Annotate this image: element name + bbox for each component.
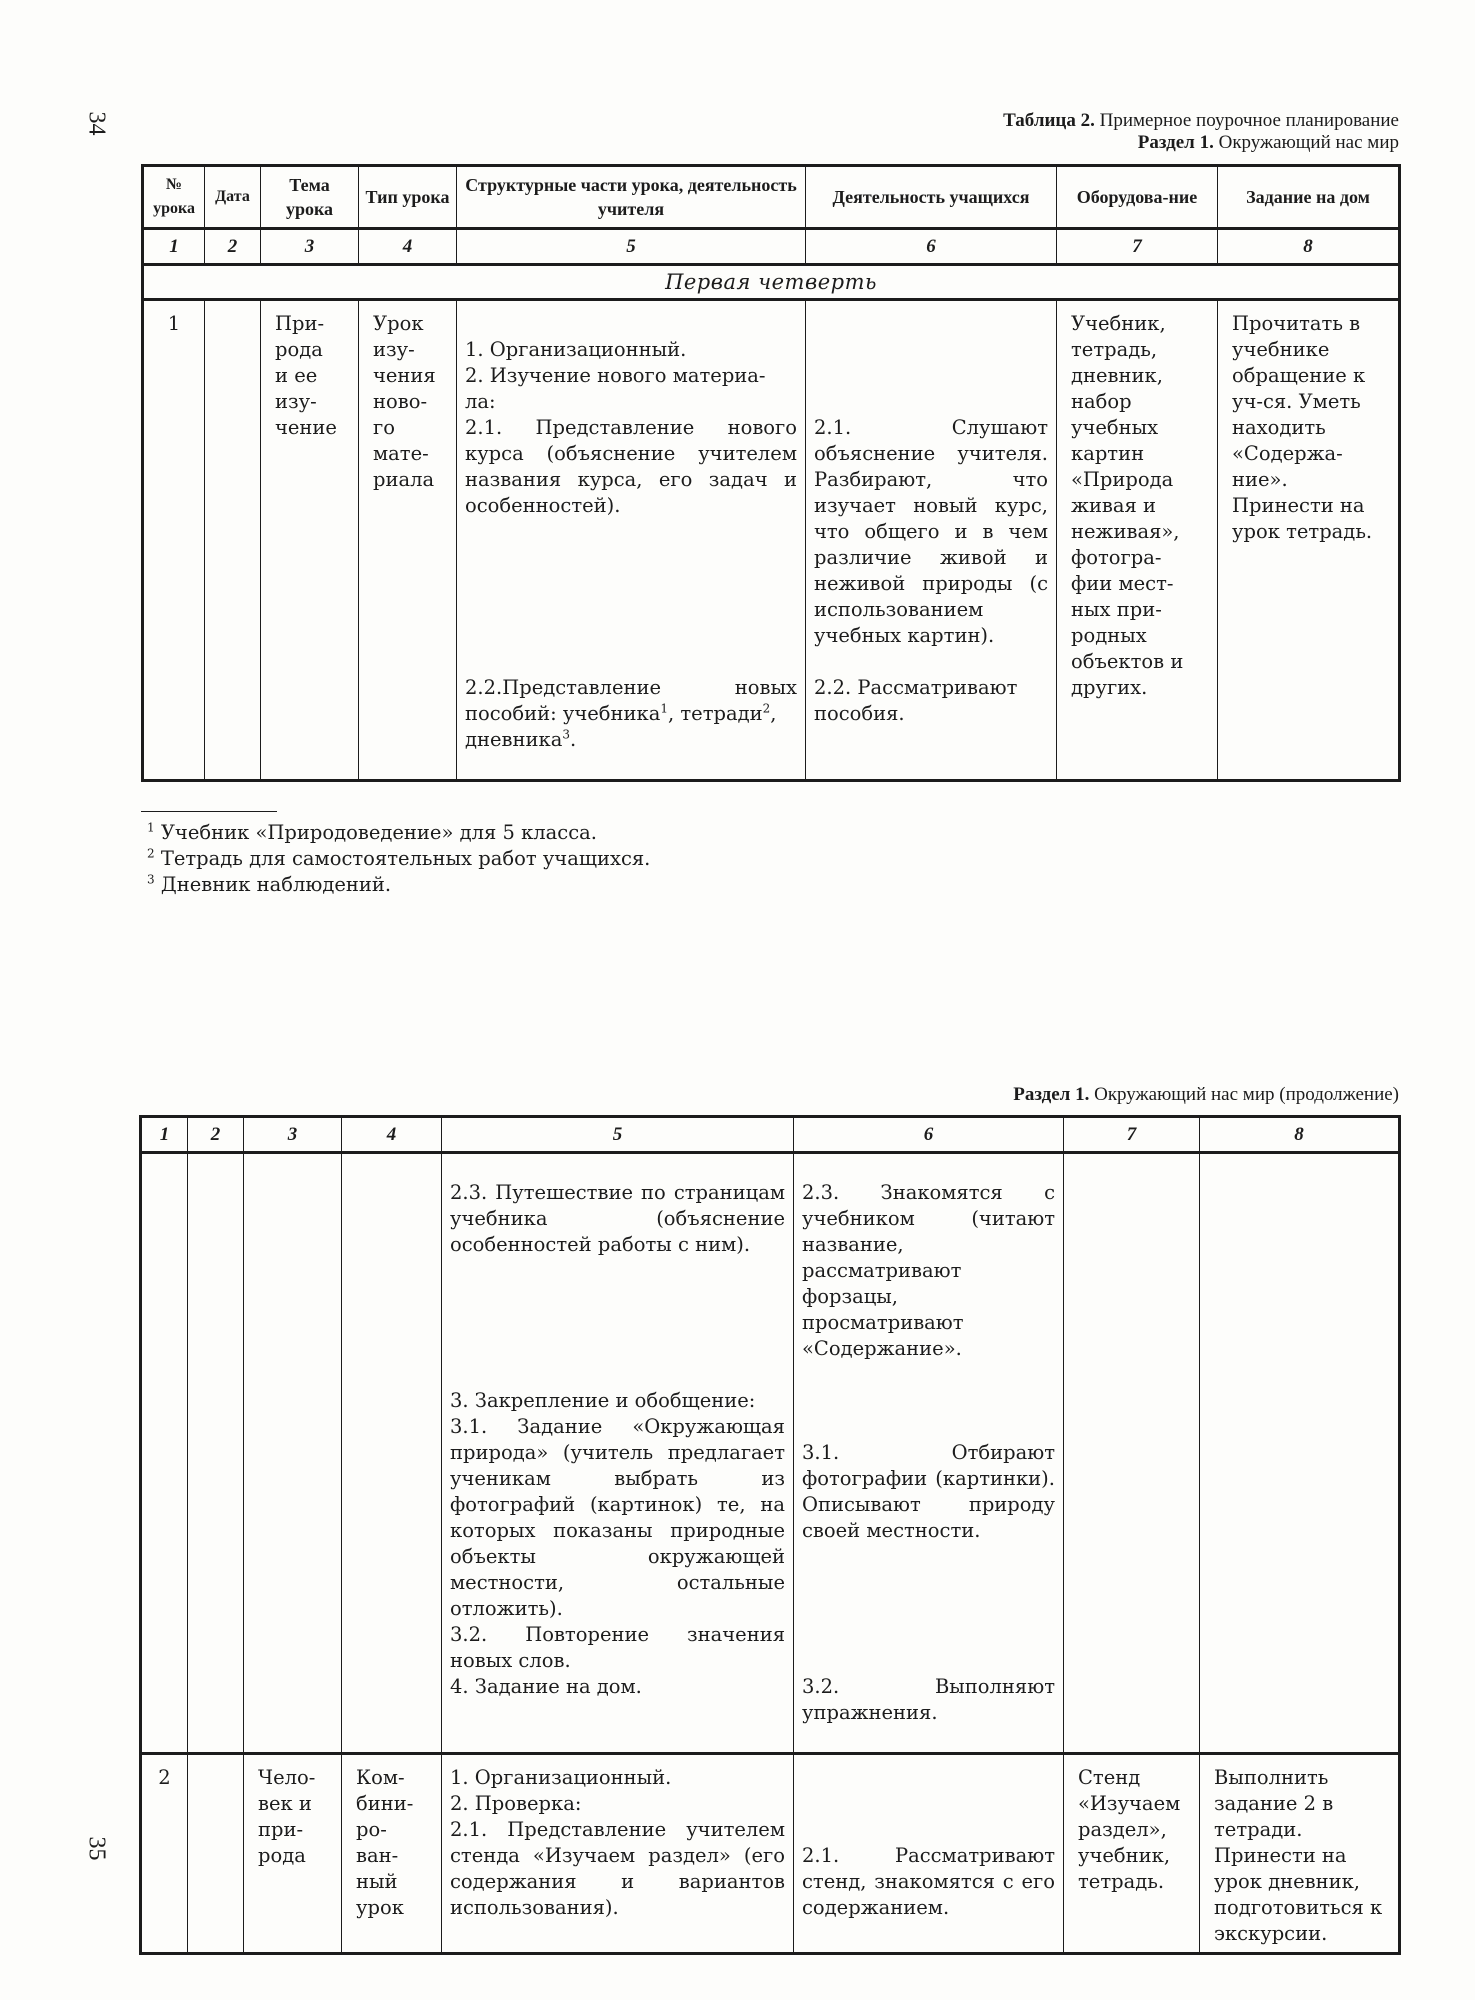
header-students: Деятельность учащихся [806, 166, 1057, 229]
header-date: Дата [205, 166, 261, 229]
student-activity-part2: 3.1. Отбирают фотографии (картинки). Описывают природу своей местности. [802, 1441, 1055, 1542]
column-number: 8 [1218, 229, 1400, 265]
student-activity [806, 300, 1057, 781]
column-number-row [143, 229, 1400, 265]
column-number: 5 [442, 1117, 794, 1153]
section-title: Окружающий нас мир [1218, 132, 1399, 153]
footnote-mark: 2 [147, 846, 155, 861]
section-label: Раздел 1. [1013, 1084, 1090, 1105]
column-number: 2 [188, 1117, 244, 1153]
column-number-row [141, 1117, 1400, 1153]
column-number: 3 [244, 1117, 342, 1153]
lesson-topic: При- рода и ее изу- чение [261, 300, 359, 781]
header-row [143, 166, 1400, 229]
header-lesson-number: № урока [143, 166, 205, 229]
page-number-right: 35 [83, 1836, 110, 1861]
quarter-label: Первая четверть [143, 265, 1400, 300]
lesson-date [188, 1754, 244, 1954]
header-type: Тип урока [359, 166, 457, 229]
footnote [147, 846, 650, 872]
column-number: 8 [1200, 1117, 1400, 1153]
teacher-activity-part1: 2.3. Путешествие по страницам учебника (объяснение особенностей работы с ним). [450, 1181, 785, 1256]
lesson-number: 2 [141, 1754, 188, 1954]
lesson-number: 1 [143, 300, 205, 781]
empty-cell [141, 1153, 188, 1754]
column-number: 2 [205, 229, 261, 265]
empty-cell [244, 1153, 342, 1754]
text-fragment: 2.2.Представление новых пособий: учебника [465, 676, 797, 725]
section-label: Раздел 1. [1137, 132, 1214, 153]
footnote-ref: 3 [562, 727, 570, 742]
empty-cell [1064, 1153, 1200, 1754]
footnote-text: Учебник «Природоведение» для 5 класса. [160, 821, 597, 844]
teacher-activity-part2 [465, 675, 797, 753]
column-number: 5 [457, 229, 806, 265]
lesson-plan-table [141, 164, 1401, 782]
footnote-rule [141, 811, 277, 812]
footnote-ref: 1 [660, 701, 668, 716]
equipment: Учебник, тетрадь, дневник, набор учебных картин «Природа живая и неживая», фотогра- фии мест- ных при- родных объектов и других. [1057, 300, 1218, 781]
page-number-left: 34 [83, 111, 110, 136]
lesson-plan-table-continued [139, 1115, 1401, 1955]
column-number: 6 [806, 229, 1057, 265]
teacher-activity [457, 300, 806, 781]
empty-cell [342, 1153, 442, 1754]
column-number: 4 [359, 229, 457, 265]
empty-cell [188, 1153, 244, 1754]
header-equipment: Оборудова-ние [1057, 166, 1218, 229]
header-structure: Структурные части урока, деятельность учителя [457, 166, 806, 229]
quarter-row [143, 265, 1400, 300]
footnote-text: Дневник наблюдений. [160, 873, 392, 896]
lesson-type: Ком- бини- ро- ван- ный урок [342, 1754, 442, 1954]
header-homework: Задание на дом [1218, 166, 1400, 229]
teacher-activity [442, 1153, 794, 1754]
text-fragment: . [569, 728, 577, 751]
homework: Выполнить задание 2 в тетради. Принести на урок дневник, подготовиться к экскурсии. [1200, 1754, 1400, 1954]
table-caption [1003, 110, 1399, 154]
teacher-activity: 1. Организационный. 2. Проверка: 2.1. Представление учителем стенда «Изучаем раздел» (его содержания и вариантов использования). [442, 1754, 794, 1954]
table-row-continuation [141, 1153, 1400, 1754]
footnote-mark: 1 [147, 820, 155, 835]
table-title: Примерное поурочное планирование [1099, 110, 1399, 131]
section-caption [1013, 1084, 1399, 1106]
student-activity-part2: 2.2. Рассматривают пособия. [814, 676, 1018, 725]
student-activity [794, 1754, 1064, 1954]
homework: Прочитать в учебнике обращение к уч-ся. Уметь находить «Содержа-ние». Принести на урок тетрадь. [1218, 300, 1400, 781]
lesson-date [205, 300, 261, 781]
table-row [141, 1754, 1400, 1954]
lesson-topic: Чело- век и при- рода [244, 1754, 342, 1954]
footnote [147, 820, 650, 846]
text-fragment: , тетради [668, 702, 763, 725]
footnotes [147, 820, 650, 898]
footnote-ref: 2 [762, 701, 771, 716]
table-row [143, 300, 1400, 781]
column-number: 1 [143, 229, 205, 265]
column-number: 6 [794, 1117, 1064, 1153]
table-label: Таблица 2. [1003, 110, 1095, 131]
lesson-type: Урок изу- чения ново- го мате- риала [359, 300, 457, 781]
footnote-mark: 3 [147, 872, 155, 887]
text-fragment: , дневника [465, 702, 777, 751]
column-number: 7 [1064, 1117, 1200, 1153]
empty-cell [1200, 1153, 1400, 1754]
column-number: 4 [342, 1117, 442, 1153]
equipment: Стенд «Изучаем раздел», учебник, тетрадь. [1064, 1754, 1200, 1954]
student-activity-text: 2.1. Рассматривают стенд, знакомятся с его содержанием. [802, 1844, 1055, 1919]
footnote [147, 872, 650, 898]
header-topic: Тема урока [261, 166, 359, 229]
column-number: 7 [1057, 229, 1218, 265]
student-activity [794, 1153, 1064, 1754]
column-number: 3 [261, 229, 359, 265]
teacher-activity-part2: 3. Закрепление и обобщение: 3.1. Задание «Окружающая природа» (учитель предлагает ученикам выбрать из фотографий (картинок) те, на которых показаны природные объекты окружающей местности, остальные отложить). 3.2. Повторение значения новых слов. 4. Задание на дом. [450, 1389, 785, 1698]
student-activity-part1: 2.3. Знакомятся с учебником (читают название, рассматривают форзацы, просматривают «Содержание». [802, 1181, 1055, 1360]
student-activity-part1: 2.1. Слушают объяснение учителя. Разбирают, что изучает новый курс, что общего и в чем различие живой и неживой природы (с использованием учебных картин). [814, 416, 1048, 647]
footnote-text: Тетрадь для самостоятельных работ учащихся. [160, 847, 651, 870]
section-title: Окружающий нас мир (продолжение) [1094, 1084, 1399, 1105]
column-number: 1 [141, 1117, 188, 1153]
student-activity-part3: 3.2. Выполняют упражнения. [802, 1675, 1055, 1724]
teacher-activity-part1: 1. Организационный. 2. Изучение нового материа- ла: 2.1. Представление нового курса (объяснение учителем названия курса, его задач и особенностей). [465, 338, 797, 517]
